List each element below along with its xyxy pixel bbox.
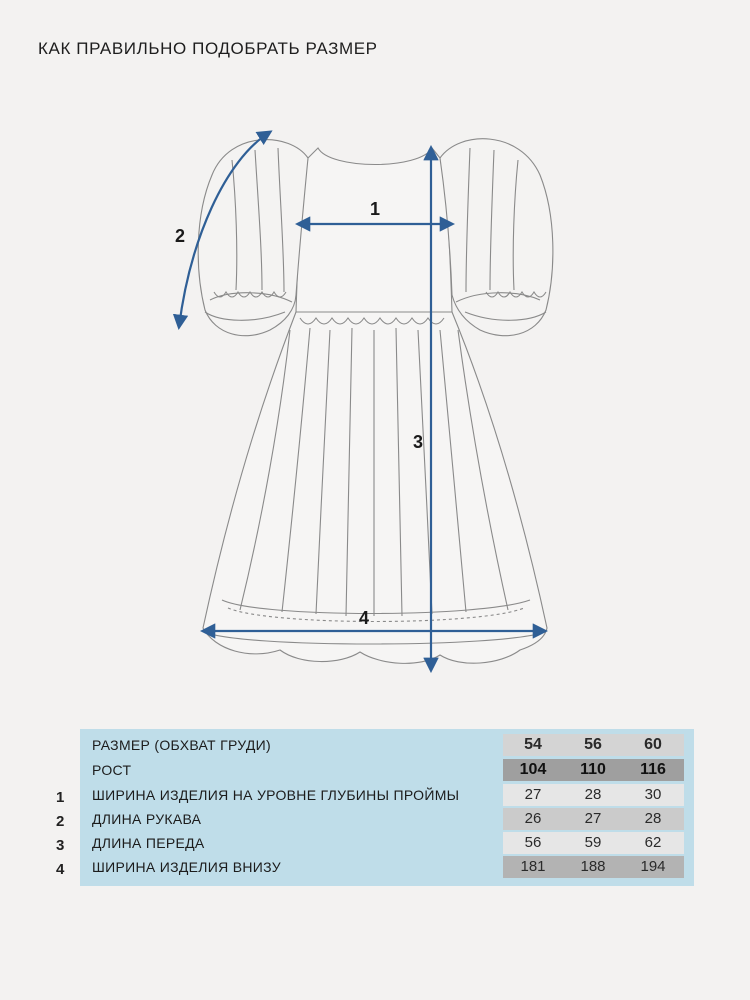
table-cell: 27 xyxy=(584,810,602,827)
table-header-row xyxy=(80,734,694,756)
row-label: ШИРИНА ИЗДЕЛИЯ НА УРОВНЕ ГЛУБИНЫ ПРОЙМЫ xyxy=(92,787,460,803)
table-cell: 30 xyxy=(644,786,662,803)
table-cell: 26 xyxy=(524,810,542,827)
size-value: 56 xyxy=(584,736,602,753)
size-table xyxy=(80,729,694,886)
height-value: 104 xyxy=(519,761,547,778)
table-row xyxy=(80,808,694,830)
height-cells xyxy=(503,759,684,781)
height-label: РОСТ xyxy=(92,762,132,778)
page-title: КАК ПРАВИЛЬНО ПОДОБРАТЬ РАЗМЕР xyxy=(38,39,378,58)
table-row xyxy=(80,784,694,806)
table-cell: 27 xyxy=(524,786,542,803)
row-label: ДЛИНА ПЕРЕДА xyxy=(92,835,205,851)
header-label: РАЗМЕР (ОБХВАТ ГРУДИ) xyxy=(92,737,271,753)
size-value: 60 xyxy=(644,736,662,753)
dim-label-4: 4 xyxy=(359,608,370,628)
table-cell: 181 xyxy=(520,858,546,875)
row-number-1: 1 xyxy=(56,789,65,806)
row-number-4: 4 xyxy=(56,861,65,878)
table-cell: 28 xyxy=(584,786,602,803)
row-label: ДЛИНА РУКАВА xyxy=(92,811,202,827)
table-cell: 59 xyxy=(584,834,602,851)
height-value: 110 xyxy=(580,761,606,778)
table-row xyxy=(80,856,694,878)
table-cell: 56 xyxy=(524,834,542,851)
height-value: 116 xyxy=(640,761,666,778)
table-cell: 194 xyxy=(640,858,666,875)
dim-label-3: 3 xyxy=(413,432,424,452)
table-row xyxy=(80,832,694,854)
table-cell: 188 xyxy=(580,858,606,875)
table-cell: 62 xyxy=(644,834,662,851)
table-height-row xyxy=(80,759,694,781)
size-value: 54 xyxy=(524,736,542,753)
row-number-3: 3 xyxy=(56,837,65,854)
dim-label-1: 1 xyxy=(370,199,381,219)
row-label: ШИРИНА ИЗДЕЛИЯ ВНИЗУ xyxy=(92,859,281,875)
header-cells xyxy=(503,734,684,756)
row-number-2: 2 xyxy=(56,813,65,830)
table-cell: 28 xyxy=(644,810,662,827)
dim-label-2: 2 xyxy=(175,226,186,246)
